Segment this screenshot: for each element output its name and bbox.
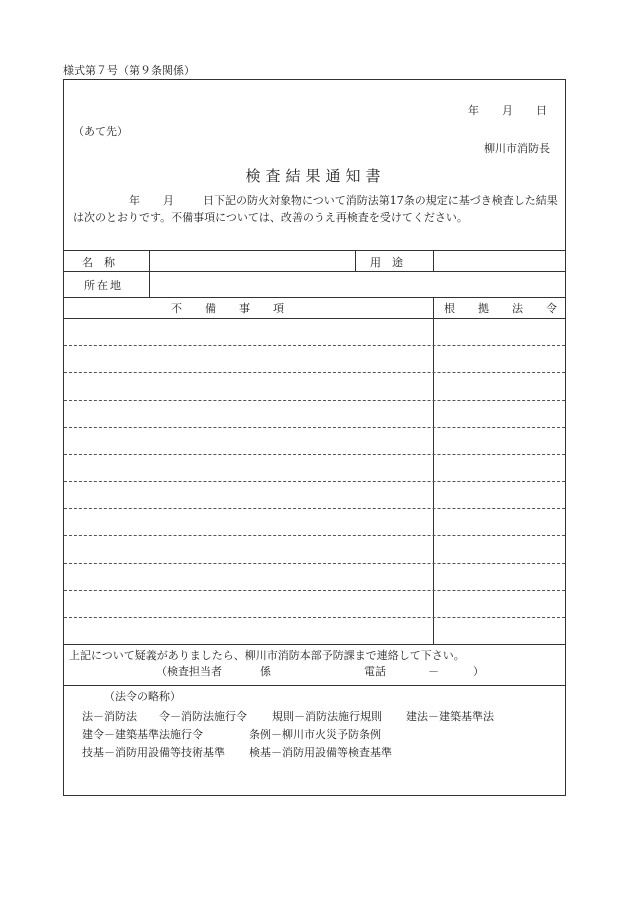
intro-line2: は次のとおりです。不備事項については、改善のうえ再検査を受けてください。 bbox=[73, 211, 468, 224]
row-divider bbox=[64, 372, 565, 373]
deficiency-cell[interactable] bbox=[64, 482, 433, 508]
intro-month: 月 bbox=[163, 194, 174, 207]
deficiency-header: 不 備 事 項 bbox=[171, 302, 290, 315]
form-number: 様式第７号（第９条関係） bbox=[63, 64, 195, 77]
deficiency-cell[interactable] bbox=[64, 564, 433, 590]
law-cell[interactable] bbox=[434, 346, 565, 372]
name-field[interactable] bbox=[150, 251, 355, 271]
location-field[interactable] bbox=[150, 272, 565, 297]
law-cell[interactable] bbox=[434, 401, 565, 427]
row-divider bbox=[64, 481, 565, 482]
abbrev-item: 技基－消防用設備等技術基準 bbox=[82, 746, 225, 759]
date-day: 日 bbox=[536, 104, 547, 117]
row-divider bbox=[64, 617, 565, 618]
abbrev-heading: （法令の略称） bbox=[104, 690, 181, 703]
row-divider bbox=[64, 508, 565, 509]
addressee: （あて先） bbox=[73, 125, 128, 138]
law-cell[interactable] bbox=[434, 536, 565, 562]
law-cell[interactable] bbox=[434, 564, 565, 590]
law-cell[interactable] bbox=[434, 373, 565, 399]
row-divider bbox=[64, 454, 565, 455]
contact-close: ） bbox=[473, 665, 484, 678]
deficiency-cell[interactable] bbox=[64, 591, 433, 617]
row-divider bbox=[64, 590, 565, 591]
deficiency-cell[interactable] bbox=[64, 373, 433, 399]
deficiency-cell[interactable] bbox=[64, 455, 433, 481]
name-label: 名 称 bbox=[82, 256, 115, 269]
form-frame bbox=[63, 79, 566, 796]
deficiency-cell[interactable] bbox=[64, 346, 433, 372]
abbrev-item: 条例－柳川市火災予防条例 bbox=[249, 728, 381, 741]
law-cell[interactable] bbox=[434, 482, 565, 508]
use-field[interactable] bbox=[434, 251, 565, 271]
date-month: 月 bbox=[502, 104, 513, 117]
row-divider bbox=[64, 427, 565, 428]
contact-note: 上記について疑義がありましたら、柳川市消防本部予防課まで連絡して下さい。 bbox=[69, 649, 465, 662]
inspector-label: （検査担当者 bbox=[156, 665, 222, 678]
law-cell[interactable] bbox=[434, 591, 565, 617]
abbrev-item: 建法－建築基準法 bbox=[406, 710, 494, 723]
abbrev-item: 令－消防法施行令 bbox=[159, 710, 247, 723]
row-divider bbox=[64, 535, 565, 536]
row-divider bbox=[64, 563, 565, 564]
deficiency-cell[interactable] bbox=[64, 319, 433, 345]
law-cell[interactable] bbox=[434, 618, 565, 644]
phone-dash: － bbox=[428, 665, 439, 678]
phone-label: 電話 bbox=[364, 665, 386, 678]
law-cell[interactable] bbox=[434, 509, 565, 535]
law-cell[interactable] bbox=[434, 428, 565, 454]
date-year: 年 bbox=[468, 104, 479, 117]
row-divider bbox=[64, 400, 565, 401]
intro-line1: 日下記の防火対象物について消防法第17条の規定に基づき検査した結果 bbox=[203, 194, 558, 207]
law-cell[interactable] bbox=[434, 455, 565, 481]
law-cell[interactable] bbox=[434, 319, 565, 345]
law-header: 根 拠 法 令 bbox=[444, 302, 563, 315]
deficiency-cell[interactable] bbox=[64, 618, 433, 644]
page-title: 検査結果通知書 bbox=[245, 167, 386, 185]
abbrev-item: 建令－建築基準法施行令 bbox=[82, 728, 203, 741]
deficiency-cell[interactable] bbox=[64, 401, 433, 427]
deficiency-cell[interactable] bbox=[64, 428, 433, 454]
use-label: 用 途 bbox=[370, 256, 403, 269]
location-label: 所在地 bbox=[84, 279, 123, 292]
intro-year: 年 bbox=[129, 194, 140, 207]
deficiency-cell[interactable] bbox=[64, 536, 433, 562]
issuer: 柳川市消防長 bbox=[484, 142, 550, 155]
deficiency-cell[interactable] bbox=[64, 509, 433, 535]
row-divider bbox=[64, 345, 565, 346]
abbrev-item: 検基－消防用設備等検査基準 bbox=[249, 746, 392, 759]
abbrev-item: 法－消防法 bbox=[82, 710, 137, 723]
abbrev-item: 規則－消防法施行規則 bbox=[272, 710, 382, 723]
section-label: 係 bbox=[260, 665, 271, 678]
